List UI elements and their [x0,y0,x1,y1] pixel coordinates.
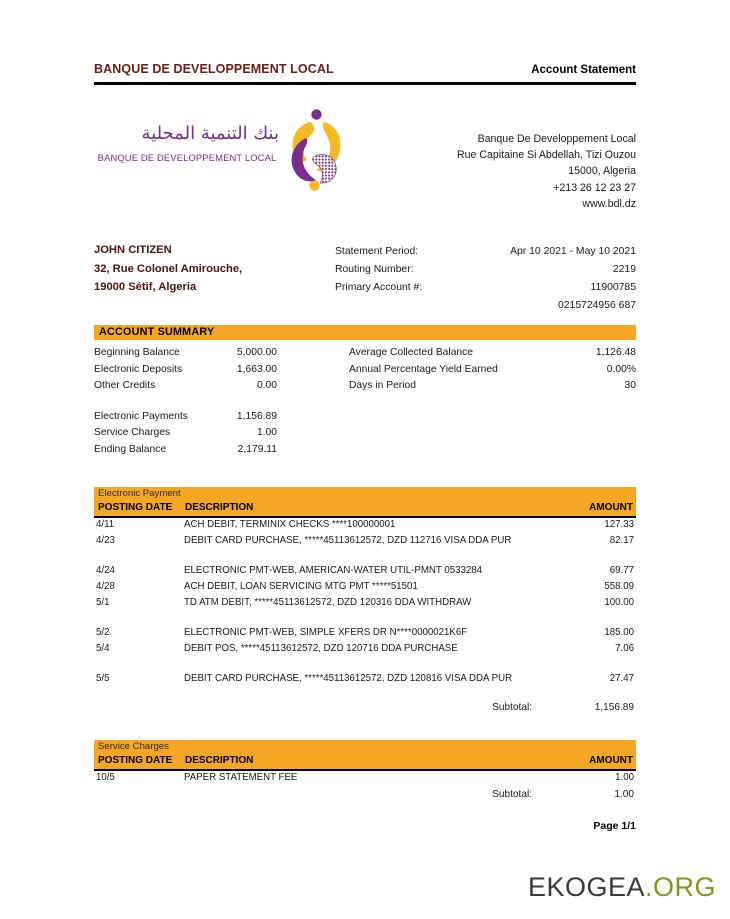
row-description: TD ATM DEBIT, *****45113612572, DZD 120316 DDA WITHDRAW [184,597,472,608]
row-description: ELECTRONIC PMT-WEB, AMERICAN-WATER UTIL-PMNT 0533284 [184,565,483,576]
bank-address-block [457,131,636,212]
ekogea-watermark [528,872,716,903]
average-collected-balance-label: Average Collected Balance [349,347,474,358]
table-row [94,642,636,658]
document-header [94,62,636,76]
primary-account-value: 11900785 [590,282,636,293]
row-amount: 27.47 [609,673,634,684]
electronic-payment-category-label: Electronic Payment [98,488,181,499]
table-row [94,672,636,688]
account-summary-header [94,325,636,340]
other-credits-label: Other Credits [94,380,156,392]
account-summary-top-group [94,345,636,395]
summary-row [94,362,349,379]
row-description: ACH DEBIT, LOAN SERVICING MTG PMT *****51501 [184,581,418,592]
days-in-period-value: 30 [624,380,636,392]
primary-account-label: Primary Account #: [335,282,423,293]
account-summary-left-column [94,345,349,395]
customer-name: JOHN CITIZEN [94,244,172,256]
bank-logo [94,108,344,198]
customer-address-line-1: 32, Rue Colonel Amirouche, [94,262,243,275]
ending-balance-label: Ending Balance [94,443,167,455]
summary-row [94,378,349,395]
average-collected-balance-value: 1,126.48 [595,347,636,358]
service-charges-value: 1.00 [256,427,277,439]
row-date: 5/5 [96,673,110,684]
table-row [94,564,636,580]
electronic-deposits-label: Electronic Deposits [94,363,183,375]
summary-row [349,378,636,395]
customer-address-block [94,241,242,297]
posting-date-column-header: POSTING DATE [98,755,173,766]
account-meta-row [335,279,636,297]
account-meta-row [335,261,636,279]
row-amount: 7.06 [615,643,634,654]
row-amount: 100.00 [604,597,634,608]
service-charges-table [94,740,636,805]
electronic-payment-category-band [94,487,636,501]
subtotal-label: Subtotal: [492,789,532,800]
statement-period-value: Apr 10 2021 - May 10 2021 [510,246,636,257]
bank-website: www.bdl.dz [582,197,636,210]
posting-date-column-header: POSTING DATE [98,502,173,513]
row-description: ELECTRONIC PMT-WEB, SIMPLE XFERS DR N****0000021K6F [184,627,468,638]
summary-row [349,362,636,379]
service-charges-category-label: Service Charges [98,741,169,752]
electronic-payment-table [94,487,636,718]
statement-period-label: Statement Period: [335,246,419,257]
account-meta-row [335,297,636,315]
watermark-primary-text: EKOGEA [527,872,645,902]
routing-number-value: 2219 [612,264,636,275]
summary-row [94,409,349,426]
row-amount: 69.77 [609,565,634,576]
apy-earned-value: 0.00% [606,363,636,375]
summary-row [349,345,636,362]
row-description: ACH DEBIT, TERMINIX CHECKS ****100000001 [184,519,396,530]
table-row [94,596,636,612]
electronic-payment-column-header [94,501,636,518]
row-description: DEBIT CARD PURCHASE, *****45113612572, DZD 112716 VISA DDA PUR [184,535,512,546]
amount-column-header: AMOUNT [589,502,633,513]
account-summary-bottom-group [94,409,636,459]
row-date: 5/4 [96,643,110,654]
summary-row [94,442,349,459]
apy-earned-label: Annual Percentage Yield Earned [349,363,498,375]
logo-latin-text: BANQUE DE DEVELOPPEMENT LOCAL [97,152,277,163]
electronic-deposits-value: 1,663.00 [236,363,277,375]
row-date: 10/5 [96,772,115,783]
customer-address-line-2: 19000 Sétif, Algeria [94,281,197,293]
bank-phone: +213 26 12 23 27 [553,181,636,194]
bank-address-line-2: Rue Capitaine Si Abdellah, Tizi Ouzou [456,149,636,162]
table-row [94,534,636,550]
bank-address-line-1: Banque De Developpement Local [477,133,636,145]
row-date: 5/1 [96,597,110,608]
table-row [94,626,636,642]
service-charges-category-band [94,740,636,754]
row-date: 4/23 [96,535,115,546]
beginning-balance-value: 5,000.00 [236,347,277,358]
row-amount: 82.17 [609,535,634,546]
row-date: 4/28 [96,581,115,592]
beginning-balance-label: Beginning Balance [94,347,180,358]
account-summary-right-column [349,345,636,395]
row-description: DEBIT CARD PURCHASE, *****45113612572, DZD 120816 VISA DDA PUR [184,673,513,684]
logo-emblem-icon [280,104,352,196]
description-column-header: DESCRIPTION [185,502,254,513]
table-row [94,580,636,596]
bank-name-header: BANQUE DE DEVELOPPEMENT LOCAL [94,62,334,76]
service-charges-column-header [94,754,636,771]
account-summary-left-column-2 [94,409,349,459]
row-date: 4/11 [96,519,115,530]
secondary-account-value: 0215724956 687 [557,300,636,311]
account-summary-title: ACCOUNT SUMMARY [99,326,215,338]
summary-row [94,425,349,442]
description-column-header: DESCRIPTION [185,755,254,766]
account-summary-right-column-2 [349,409,636,459]
row-amount: 185.00 [604,627,634,638]
account-meta-row [335,243,636,261]
row-date: 5/2 [96,627,110,638]
bank-address-line-3: 15000, Algeria [568,165,636,178]
service-charges-label: Service Charges [94,427,171,439]
summary-row [94,345,349,362]
row-description: DEBIT POS, *****45113612572, DZD 120716 DDA PURCHASE [184,643,458,654]
electronic-payments-label: Electronic Payments [94,410,188,422]
table-row [94,771,636,787]
logo-arabic-text: بنك التنمية المحلية [141,123,279,144]
electronic-payment-subtotal-row [94,702,636,718]
subtotal-label: Subtotal: [492,702,532,713]
row-amount: 1.00 [615,772,634,783]
row-date: 4/24 [96,565,115,576]
row-description: PAPER STATEMENT FEE [184,772,298,783]
days-in-period-label: Days in Period [349,380,416,392]
page-number: Page 1/1 [593,820,636,832]
electronic-payments-value: 1,156.89 [236,410,277,422]
ending-balance-value: 2,179.11 [237,443,277,455]
subtotal-value: 1.00 [614,789,634,800]
service-charges-subtotal-row [94,789,636,805]
summary-spacer [94,395,636,409]
account-summary-body [94,345,636,459]
row-amount: 127.33 [604,519,634,530]
other-credits-value: 0.00 [256,380,277,392]
account-meta-block [335,243,636,315]
row-amount: 558.09 [604,581,634,592]
routing-number-label: Routing Number: [335,264,414,275]
table-row [94,518,636,534]
header-divider [94,82,636,85]
watermark-secondary-text: .ORG [644,872,716,902]
subtotal-value: 1,156.89 [594,702,634,713]
document-type-header: Account Statement [531,64,636,76]
amount-column-header: AMOUNT [589,755,633,766]
